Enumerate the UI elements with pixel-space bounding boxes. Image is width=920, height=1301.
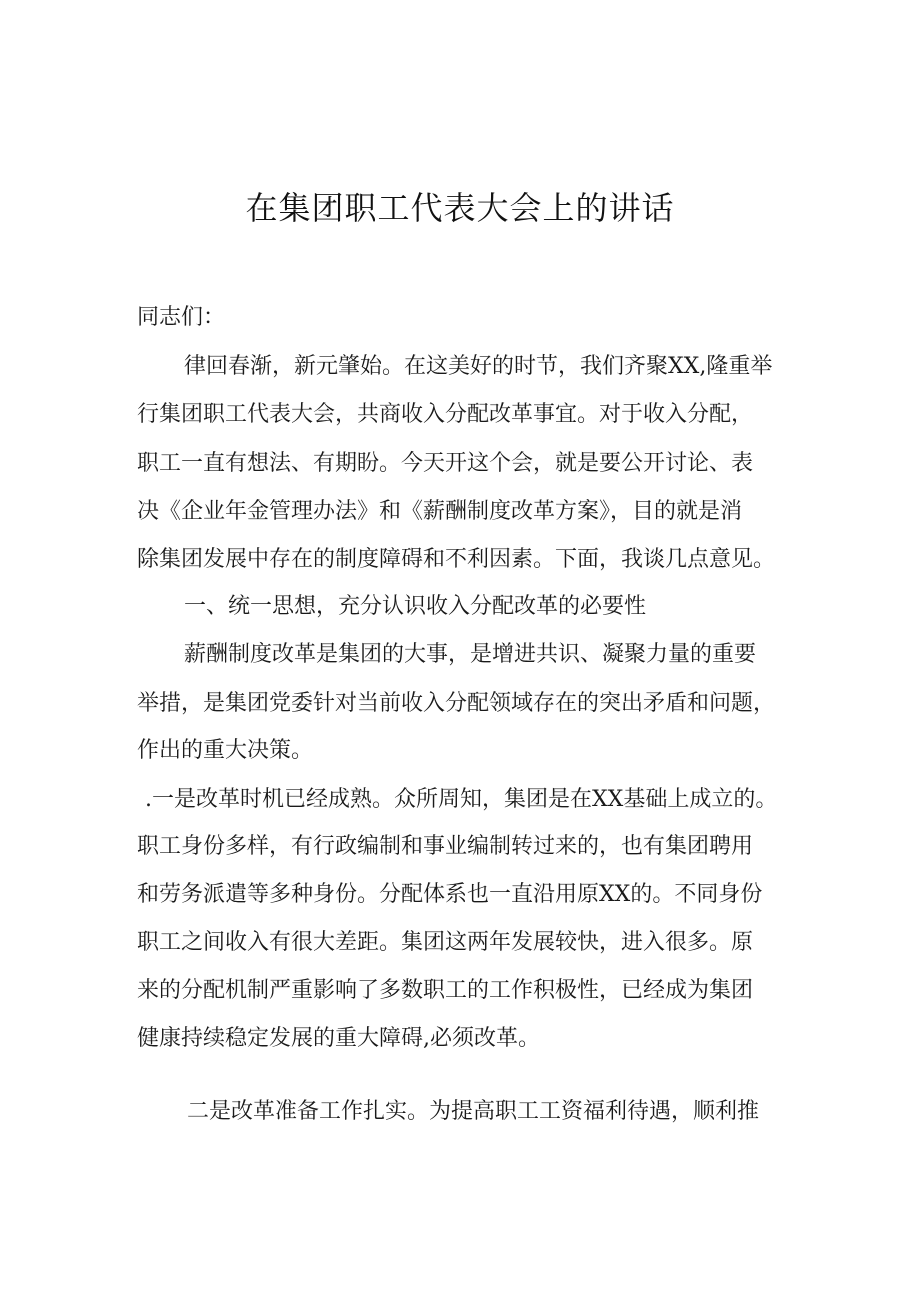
opening-line-3: 职工一直有想法、有期盼。今天开这个会，就是要公开讨论、表: [137, 451, 754, 476]
point-one-line-4: 职工之间收入有很大差距。集团这两年发展较快，进入很多。原: [137, 930, 754, 955]
opening-line-1: 律回春渐，新元肇始。在这美好的时节，我们齐聚XX,隆重举: [184, 354, 773, 379]
opening-line-4: 决《企业年金管理办法》和《薪酬制度改革方案》，目的就是消: [137, 499, 743, 524]
point-one-line-5: 来的分配机制严重影响了多数职工的工作积极性，已经成为集团: [137, 978, 754, 1003]
document-title: 在集团职工代表大会上的讲话: [245, 189, 675, 227]
point-one-line-1: .一是改革时机已经成熟。众所周知，集团是在XX基础上成立的。: [145, 787, 778, 812]
section-heading-1: 一、统一思想，充分认识收入分配改革的必要性: [184, 594, 647, 619]
opening-line-2: 行集团职工代表大会，共商收入分配改革事宜。对于收入分配，: [137, 402, 754, 427]
point-one-line-3: 和劳务派遣等多种身份。分配体系也一直沿用原XX的。不同身份: [137, 882, 763, 907]
reform-importance-line-1: 薪酬制度改革是集团的大事，是增进共识、凝聚力量的重要: [184, 642, 757, 667]
reform-importance-line-2: 举措，是集团党委针对当前收入分配领域存在的突出矛盾和问题，: [137, 691, 776, 716]
point-two-line-1: 二是改革准备工作扎实。为提高职工工资福利待遇，顺利推: [187, 1099, 760, 1124]
point-one-line-2: 职工身份多样，有行政编制和事业编制转过来的，也有集团聘用: [137, 834, 754, 859]
point-one-line-6: 健康持续稳定发展的重大障碍,必须改革。: [137, 1026, 540, 1051]
reform-importance-line-3: 作出的重大决策。: [137, 738, 314, 763]
opening-line-5: 除集团发展中存在的制度障碍和不利因素。下面，我谈几点意见。: [137, 547, 776, 572]
salutation: 同志们：: [137, 305, 226, 330]
